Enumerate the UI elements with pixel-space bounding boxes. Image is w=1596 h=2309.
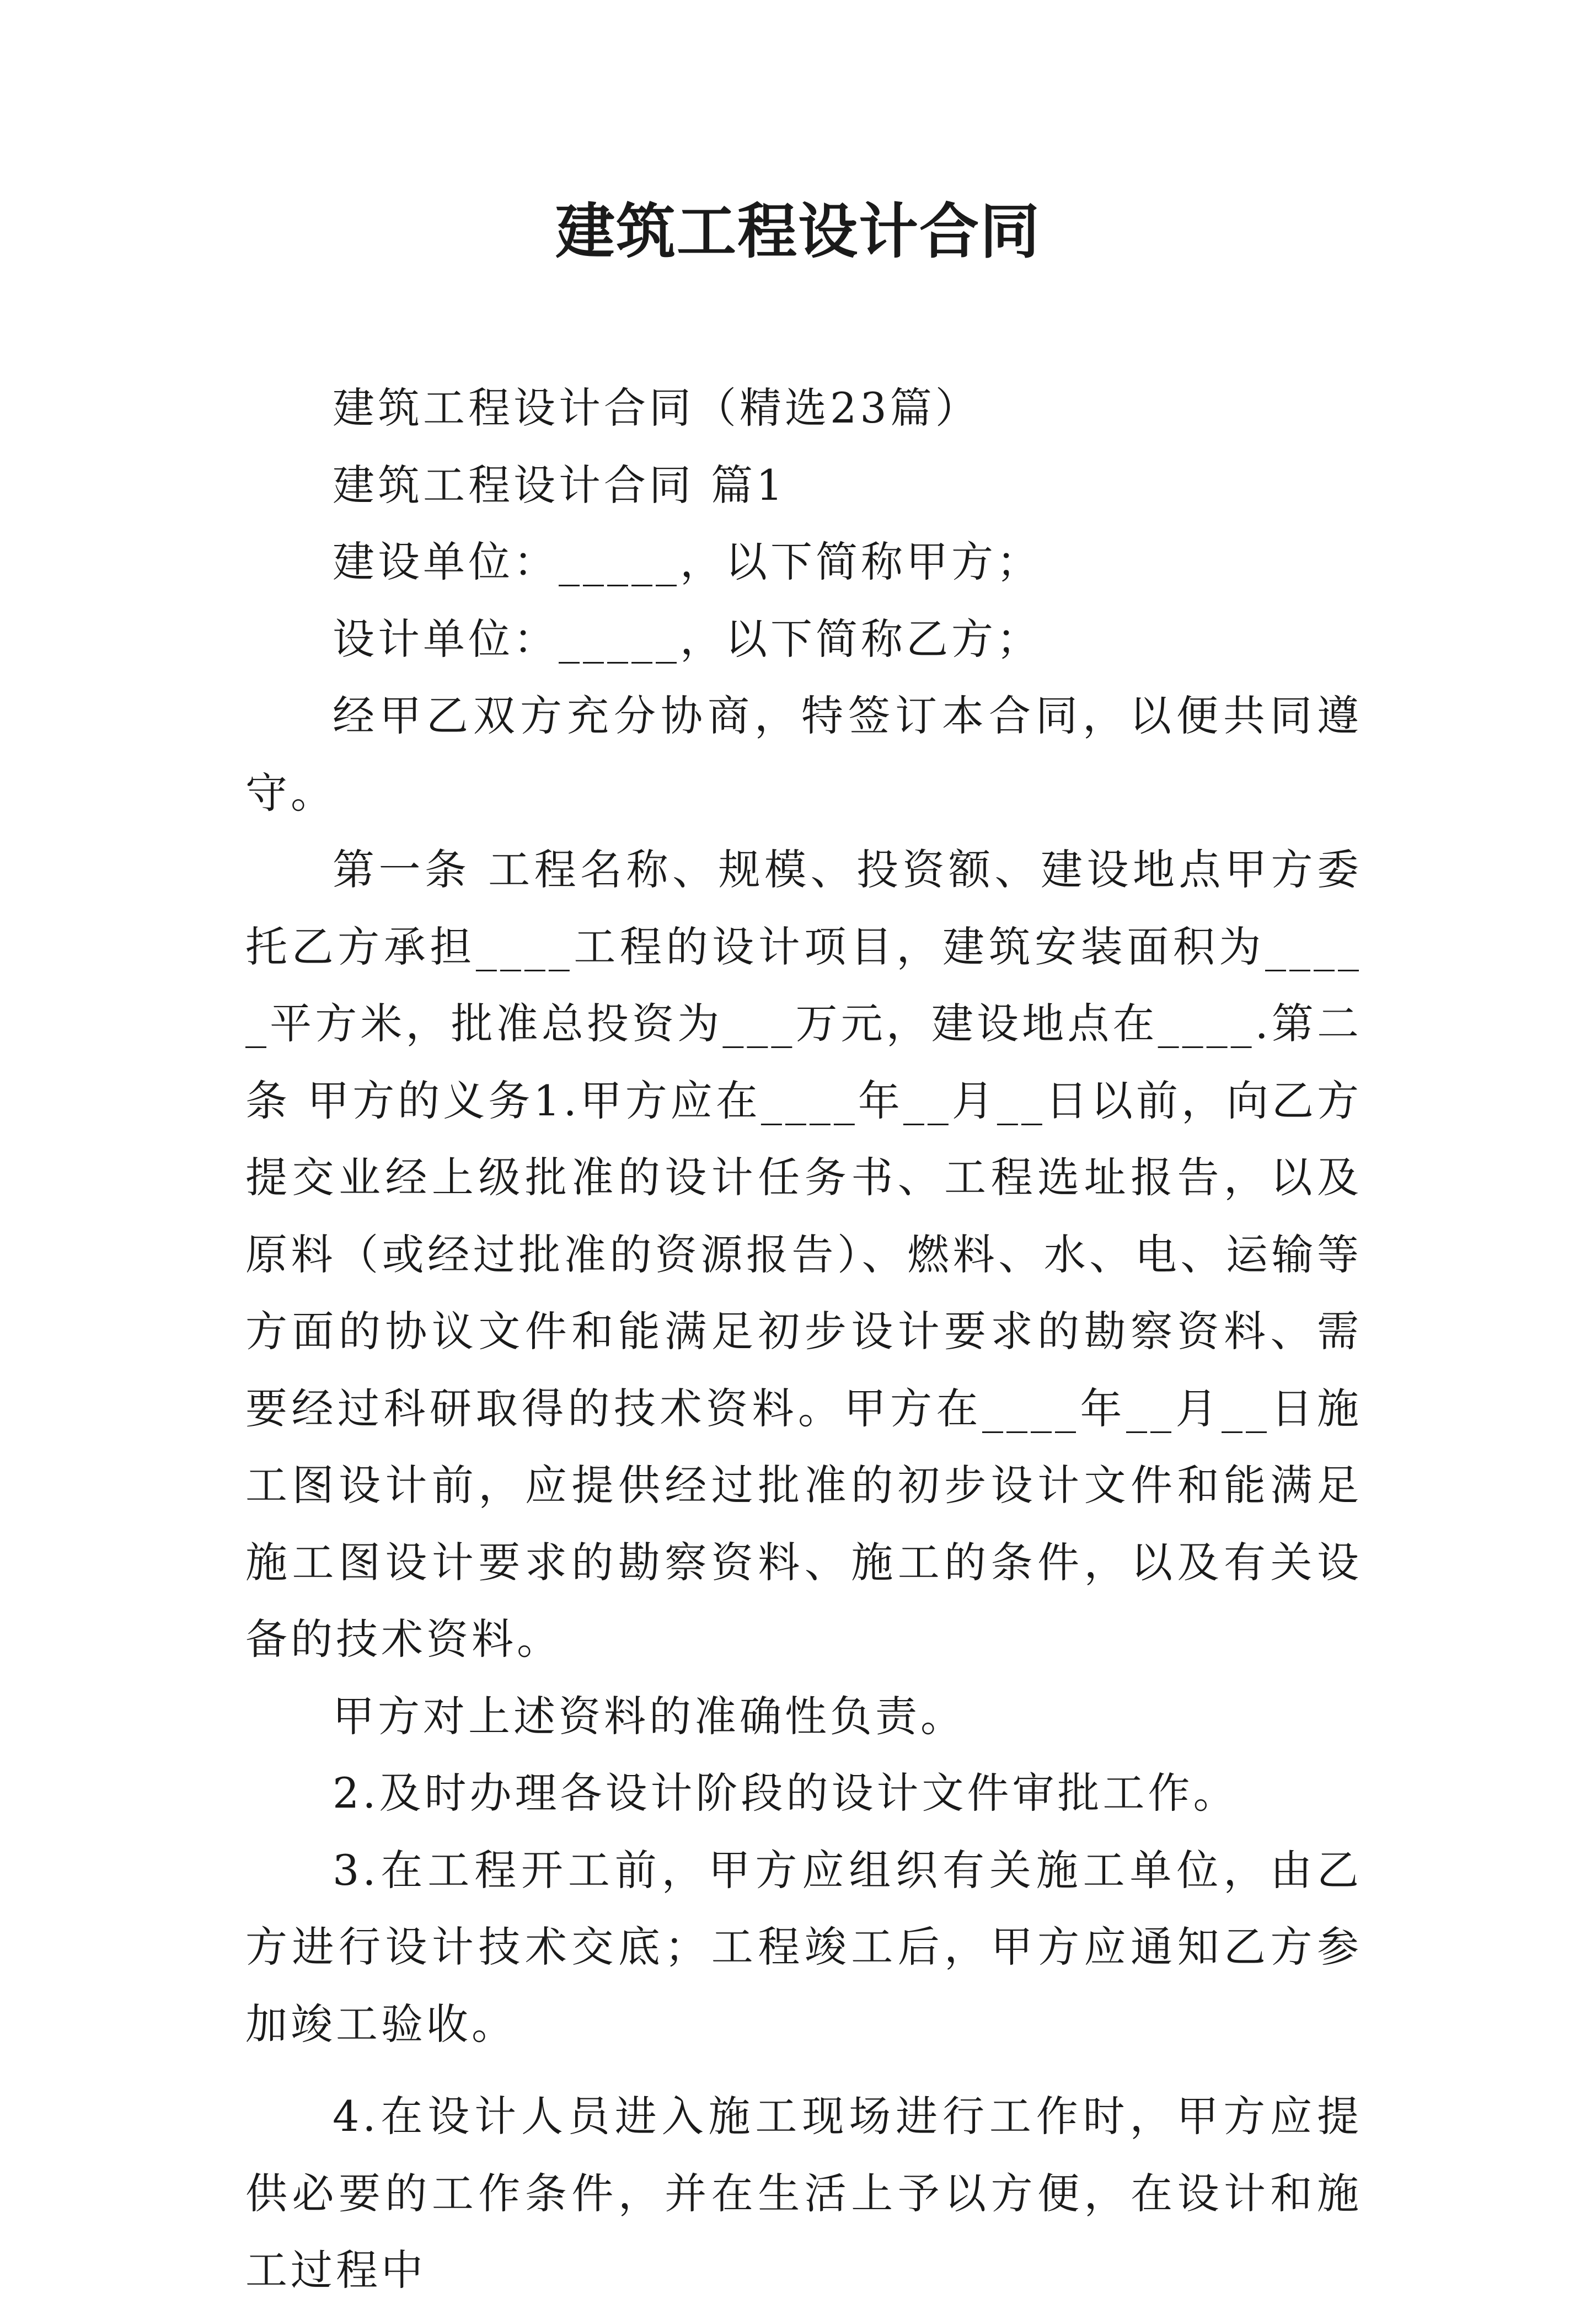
- paragraph-item-4: 4.在设计人员进入施工现场进行工作时，甲方应提供必要的工作条件，并在生活上予以方便，在设计和施工过程中: [245, 2092, 1362, 2295]
- document-title: 建筑工程设计合同: [555, 197, 1041, 266]
- paragraph-subtitle: 建筑工程设计合同（精选23篇）: [333, 383, 981, 432]
- paragraph-design-unit: 设计单位：_____，以下简称乙方；: [333, 614, 1042, 664]
- paragraph-item-2: 2.及时办理各设计阶段的设计文件审批工作。: [333, 1768, 1239, 1818]
- paragraph-responsibility: 甲方对上述资料的准确性负责。: [333, 1691, 966, 1741]
- paragraph-article-one: 第一条 工程名称、规模、投资额、建设地点甲方委托乙方承担____工程的设计项目，建筑安装面积为_____平方米，批准总投资为___万元，建设地点在____.第二条 甲方的义务1.甲方应在____年__月__日以前，向乙方提交业经上级批准的设计任务书、工程选址报告，以及原料（或经过批准的资源报告）、燃料、水、电、运输等方面的协议文件和能满足初步设计要求的勘察资料、需要经过科研取得的技术资料。甲方在____年__月__日施工图设计前，应提供经过批准的初步设计文件和能满足施工图设计要求的勘察资料、施工的条件，以及有关设备的技术资料。: [245, 845, 1362, 1664]
- document-body: [245, 370, 1362, 2309]
- paragraph-section-heading: 建筑工程设计合同 篇1: [333, 460, 786, 510]
- paragraph-item-3: 3.在工程开工前，甲方应组织有关施工单位，由乙方进行设计技术交底；工程竣工后，甲方应通知乙方参加竣工验收。: [245, 1845, 1362, 2049]
- paragraph-construction-unit: 建设单位：_____，以下简称甲方；: [333, 537, 1042, 586]
- paragraph-agreement: 经甲乙双方充分协商，特签订本合同，以便共同遵守。: [245, 691, 1362, 817]
